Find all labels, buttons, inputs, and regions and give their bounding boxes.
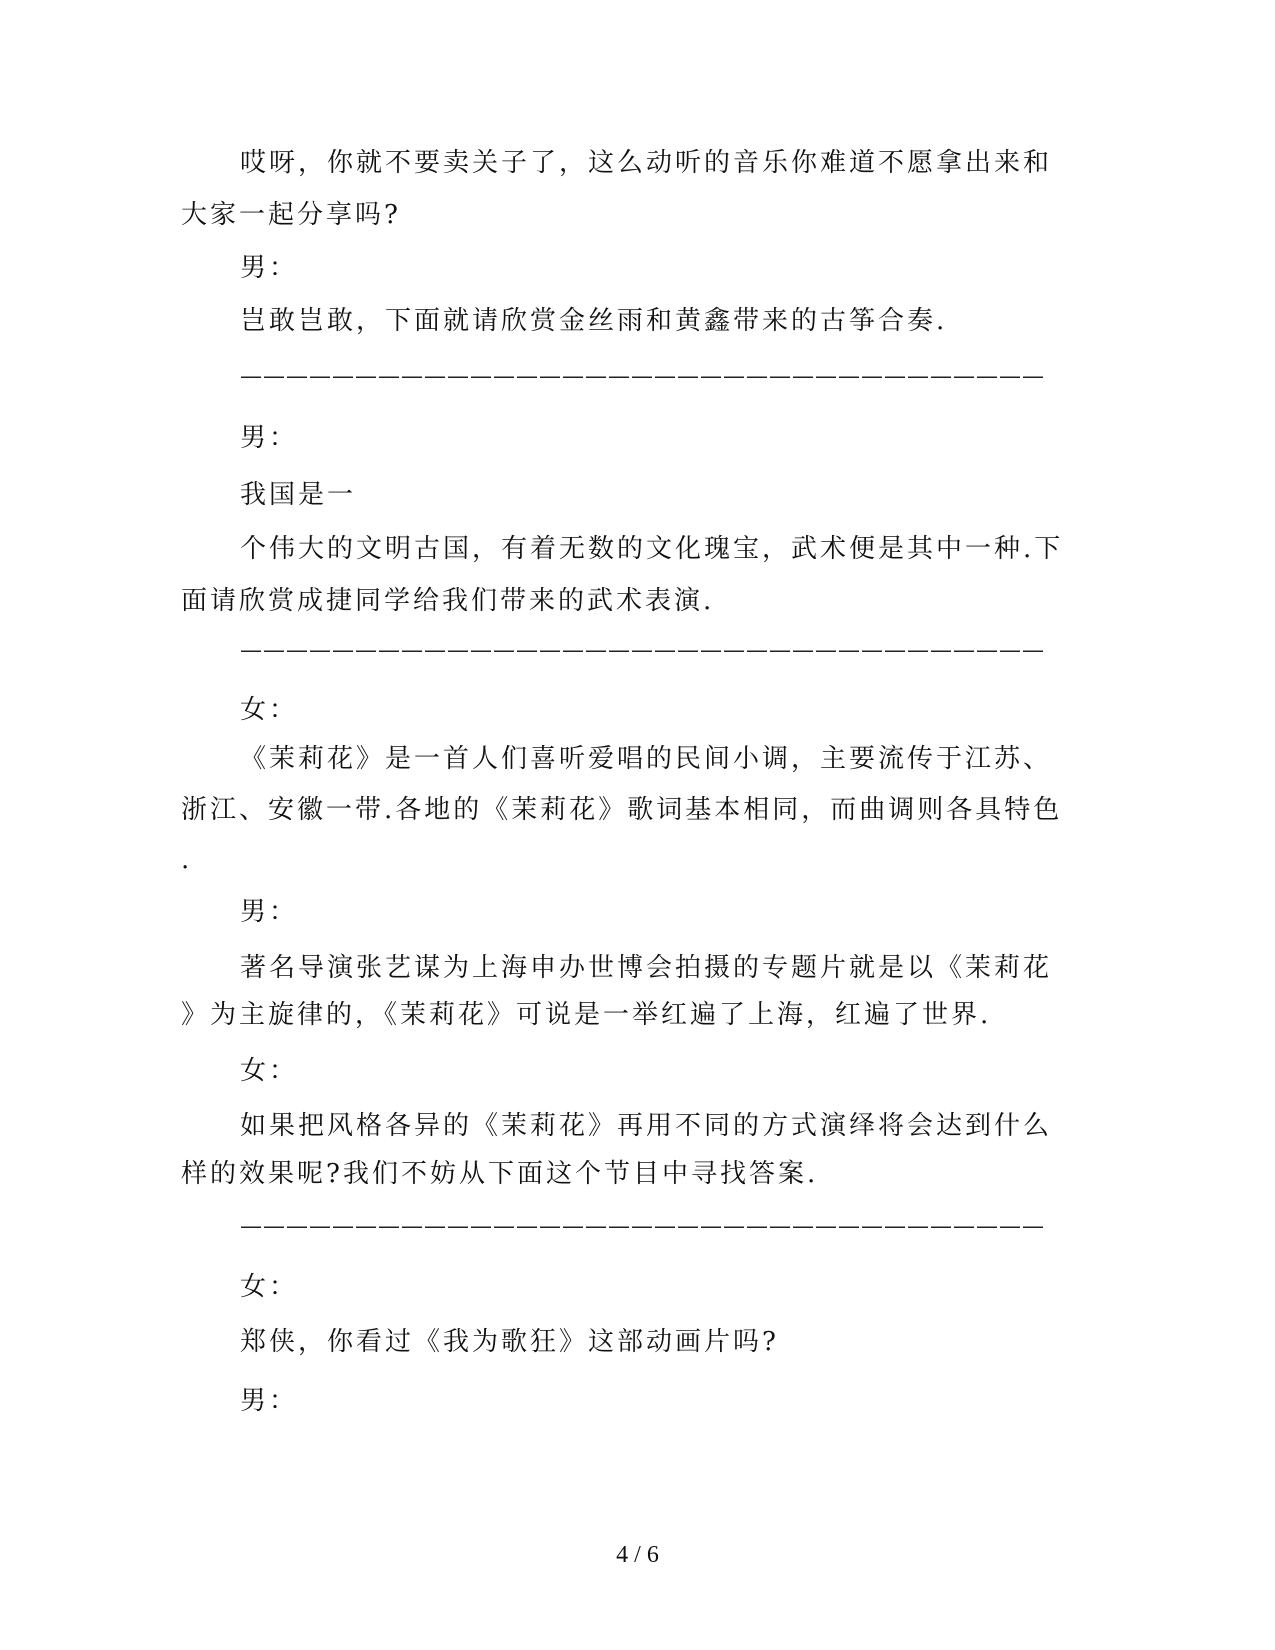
section-divider: ——————————————————————————————————— <box>240 1214 1045 1239</box>
paragraph-line: 样的效果呢?我们不妨从下面这个节目中寻找答案. <box>181 1159 819 1189</box>
section-divider: ——————————————————————————————————— <box>240 364 1045 389</box>
paragraph-line: 个伟大的文明古国，有着无数的文化瑰宝，武术便是其中一种.下 <box>240 534 1064 564</box>
paragraph-line: 郑侠，你看过《我为歌狂》这部动画片吗? <box>240 1327 779 1357</box>
paragraph-line: 哎呀，你就不要卖关子了，这么动听的音乐你难道不愿拿出来和 <box>240 148 1053 178</box>
paragraph-line: 岂敢岂敢，下面就请欣赏金丝雨和黄鑫带来的古筝合奏. <box>240 306 948 336</box>
page-number: 4 / 6 <box>616 1542 659 1568</box>
paragraph-line: . <box>181 845 193 875</box>
speaker-label-female: 女： <box>240 1056 299 1086</box>
speaker-label-male: 男： <box>240 423 299 453</box>
paragraph-line: 我国是一 <box>240 480 357 510</box>
paragraph-line: 》为主旋律的，《茉莉花》可说是一举红遍了上海，红遍了世界. <box>181 1000 992 1030</box>
paragraph-line: 大家一起分享吗? <box>181 200 401 230</box>
speaker-label-male: 男： <box>240 1386 299 1416</box>
paragraph-line: 《茉莉花》是一首人们喜听爱唱的民间小调，主要流传于江苏、 <box>240 744 1053 774</box>
speaker-label-female: 女： <box>240 1272 299 1302</box>
speaker-label-female: 女： <box>240 695 299 725</box>
paragraph-line: 面请欣赏成捷同学给我们带来的武术表演. <box>181 586 715 616</box>
paragraph-line: 如果把风格各异的《茉莉花》再用不同的方式演绎将会达到什么 <box>240 1111 1053 1141</box>
paragraph-line: 著名导演张艺谋为上海申办世博会拍摄的专题片就是以《茉莉花 <box>240 953 1053 983</box>
paragraph-line: 浙江、安徽一带.各地的《茉莉花》歌词基本相同，而曲调则各具特色 <box>181 795 1063 825</box>
speaker-label-male: 男： <box>240 897 299 927</box>
section-divider: ——————————————————————————————————— <box>240 638 1045 663</box>
speaker-label-male: 男： <box>240 253 299 283</box>
